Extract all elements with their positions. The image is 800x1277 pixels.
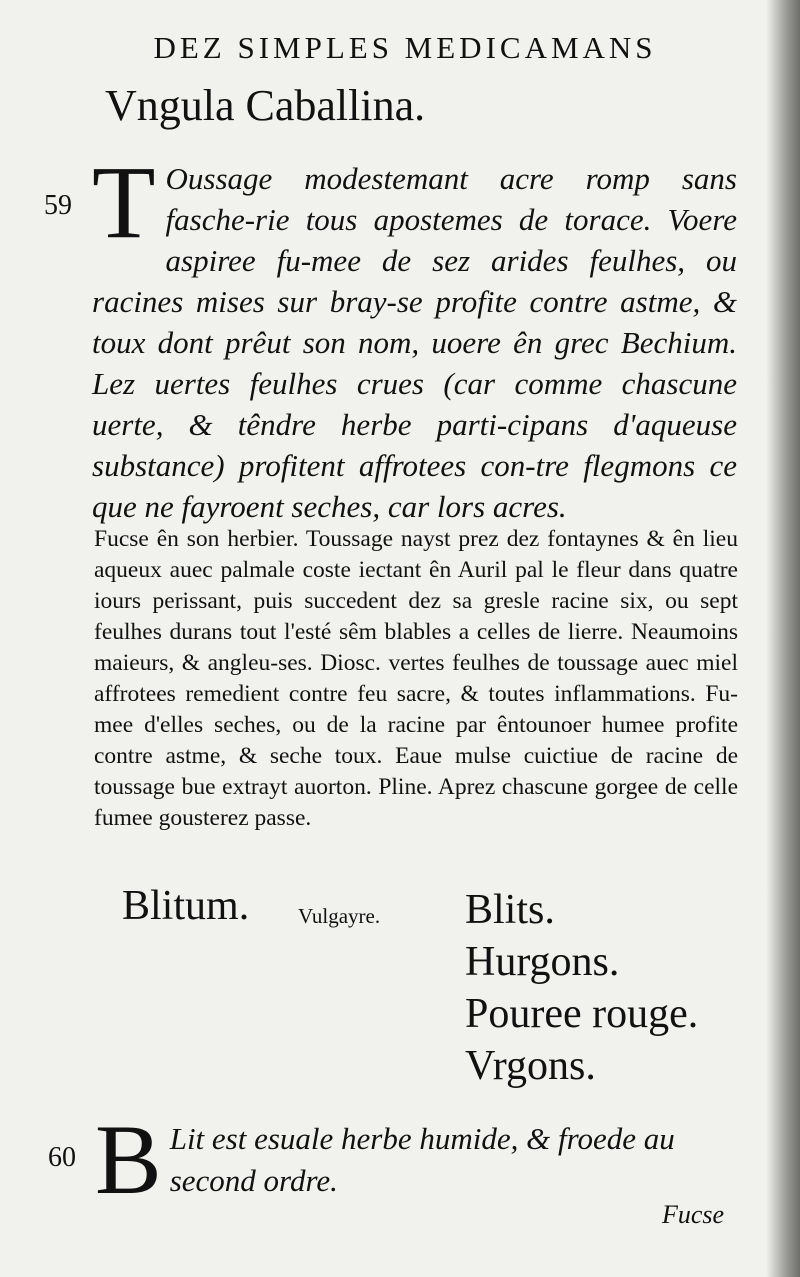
running-head: DEZ SIMPLES MEDICAMANS bbox=[153, 30, 657, 65]
paragraph-1 bbox=[92, 145, 737, 527]
vulgar-label: Vulgayre. bbox=[298, 904, 381, 928]
catchword: Fucse bbox=[662, 1200, 725, 1229]
paragraph-1-text: Oussage modestemant acre romp sans fasche-rie tous apostemes de torace. Voere aspiree fu-mee de sez arides feulhes, ou racines mises sur bray-se profite contre astme, & toux dont prêut son nom, uoere ên grec Bechium. Lez uertes feulhes crues (car comme chascune uerte, & têndre herbe parti-cipans d'aqueuse substance) profitent affrotees con-tre flegmons ce que ne fayroent seches, car lors acres. bbox=[92, 161, 737, 524]
margin-number-first: 59 bbox=[44, 190, 72, 221]
paragraph-2: Fucse ên son herbier. Toussage nayst prez dez fontaynes & ên lieu aqueux auec palmale coste iectant ên Auril pal le fleur dans quatre iours perissant, puis succedent dez sa gresle racine six, ou sept feulhes durans tout l'esté sêm blables a celles de lierre. Neaumoins maieurs, & angleu-ses. Diosc. vertes feulhes de toussage auec miel affrotees remedient contre feu sacre, & toutes inflammations. Fu-mee d'elles seches, ou de la racine par êntounoer humee profite contre astme, & seche toux. Eaue mulse cuictiue de racine de toussage bue extrayt auorton. Pline. Aprez chascune gorgee de celle fumee gousterez passe. bbox=[94, 526, 738, 831]
page-gutter-shadow bbox=[766, 0, 800, 1277]
latin-name: Blitum. bbox=[122, 883, 250, 929]
dropcap-t: T bbox=[92, 145, 156, 260]
vulgar-names-list bbox=[465, 884, 698, 1092]
vulgar-name: Hurgons. bbox=[465, 939, 620, 985]
vulgar-name: Pouree rouge. bbox=[465, 991, 699, 1037]
vulgar-name: Blits. bbox=[465, 887, 555, 933]
margin-number-second: 60 bbox=[48, 1142, 76, 1173]
section-title: Vngula Caballina. bbox=[105, 81, 426, 130]
vulgar-name: Vrgons. bbox=[465, 1043, 596, 1089]
dropcap-b: B bbox=[95, 1104, 162, 1215]
paragraph-3-text: Lit est esuale herbe humide, & froede au second ordre. bbox=[169, 1121, 675, 1198]
